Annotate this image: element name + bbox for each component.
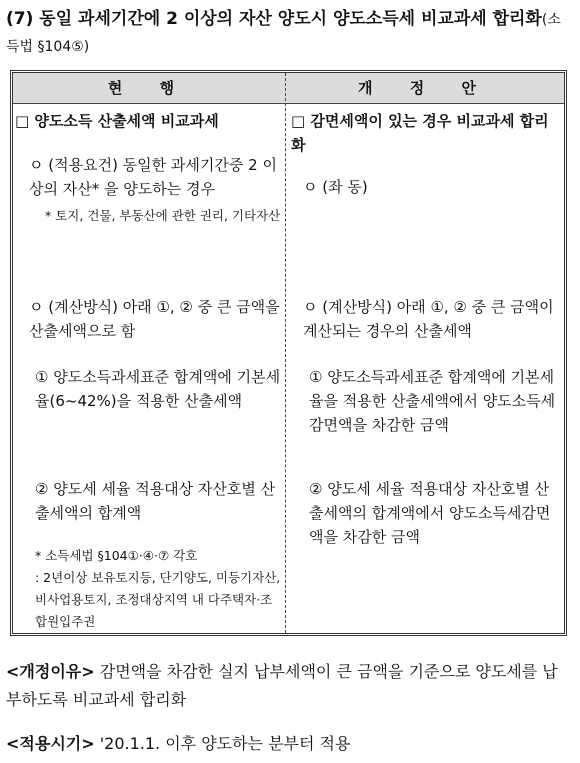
revised-item-1: ① 양도소득과세표준 합계액에 기본세율을 적용한 산출세액에서 양도소득세감면액을 차감한 금액 — [309, 368, 556, 434]
current-requirement-note: * 토지, 건물, 부동산에 관한 권리, 기타자산 — [45, 208, 281, 223]
header-revised: 개 정 안 — [358, 79, 492, 97]
current-requirement: ㅇ (적용요건) 동일한 과세기간중 2 이상의 자산* 을 양도하는 경우 — [29, 156, 277, 198]
effective-text: '20.1.1. 이후 양도하는 분부터 적용 — [99, 734, 351, 753]
reason-label: <개정이유> — [6, 662, 95, 681]
table-header — [13, 73, 564, 104]
revised-calculation: ㅇ (계산방식) 아래 ①, ② 중 큰 금액이 계산되는 경우의 산출세액 — [303, 298, 554, 340]
header-current: 현 행 — [107, 79, 191, 97]
current-calculation: ㅇ (계산방식) 아래 ①, ② 중 큰 금액을 산출세액으로 함 — [29, 298, 280, 340]
heading-title: (7) 동일 과세기간에 2 이상의 자산 양도시 양도소득세 비교과세 합리화 — [6, 9, 542, 29]
current-section-title: □ 양도소득 산출세액 비교과세 — [15, 112, 219, 130]
comparison-table — [10, 70, 567, 636]
section-heading — [6, 6, 566, 60]
reason-block — [6, 658, 566, 714]
reason-text: 감면액을 차감한 실지 납부세액이 큰 금액을 기준으로 양도세를 납부하도록 비교과세 합리화 — [6, 662, 558, 709]
current-item-2: ② 양도세 세율 적용대상 자산호별 산출세액의 합계액 — [35, 480, 276, 522]
current-item-2-note: * 소득세법 §104①·④·⑦ 각호 — [35, 548, 198, 563]
revised-requirement: ㅇ (좌 동) — [303, 178, 368, 196]
revised-item-2: ② 양도세 세율 적용대상 자산호별 산출세액의 합계액에서 양도소득세감면액을 차감한 금액 — [309, 480, 551, 546]
revised-section-title: □ 감면세액이 있는 경우 비교과세 합리화 — [291, 112, 549, 154]
current-item-2-note-detail: : 2년이상 보유토지등, 단기양도, 미등기자산, 비사업용토지, 조정대상지역 내 다주택자·조합원입주권 — [35, 570, 281, 629]
law-reference: (소득법 §104⑤) — [6, 12, 561, 55]
effective-block — [6, 730, 566, 758]
effective-label: <적용시기> — [6, 734, 95, 753]
current-item-1: ① 양도소득과세표준 합계액에 기본세율(6~42%)을 적용한 산출세액 — [35, 368, 281, 410]
column-divider — [285, 73, 286, 633]
